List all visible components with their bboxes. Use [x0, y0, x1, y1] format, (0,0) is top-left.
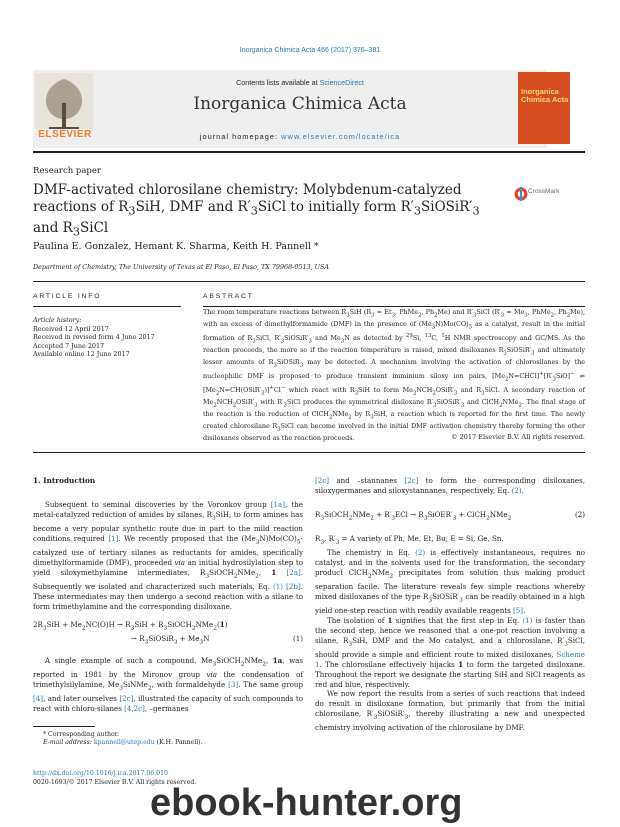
footnote-rule — [33, 726, 95, 727]
intro-paragraph-3: The chemistry in Eq. (2) is effectively instantaneous, requires no catalyst, and in the solvents used for the transformation, the secondary product ClCH$_2$NMe$_2$ precipitates from solution thus making product separation facile. The literature reveals few simple reactions whereby mixed disiloxanes of the type $R_3SiOSiR'_3$ can be readily obtained in a high yield one-step reaction with readily available reagents [5]. — [315, 548, 585, 616]
journal-title: Inorganica Chimica Acta — [193, 94, 407, 114]
abstract-heading: ABSTRACT — [203, 293, 254, 300]
journal-cover-title: Inorganica Chimica Acta — [521, 87, 569, 104]
intro-paragraph-5: We now report the results from a series of such reactions that indeed do result in disiloxane formation, but primarily that from the initial chlorosilane, $R'_3SiOSiR'_3$, thereby illustrating a new and unexpected chemistry involving activation of the chlorosilane by DMF. — [315, 689, 585, 733]
history-received: Received 12 April 2017 — [33, 324, 109, 333]
abstract-text: The room temperature reactions between $R_3SiH$ ($R_3 = Et_3$, PhMe$_2$, $Ph_2Me$) and $R'_3SiCl$ ($R'_3 = Me_3$, PhMe$_2$, $Ph_2Me$), with an excess of dimethylformamide (DMF) in the presence of $(Me_3N)Mo(CO)_5$ as a catalyst, result in the initial formation of $R_3SiCl$, $R'_3SiOSiR'_3$ and $Me_3N$ as detected by $^{29}$Si, $^{13}$C, $^1$H NMR spectroscopy and GC/MS. As the reaction proceeds, the more so if the reaction temperature is raised, mixed disiloxanes $R_3SiOSiR'_3$ and ultimately lesser amounts of $R_3SiOSiR_3$ may be detected. A mechanism involving the activation of chlorosilanes by the nucleophilic DMF is proposed to produce transient imminium siloxy ion pairs, $[Me_2N=CHCl]^+[R'_3SiO]^-$ ⇌ $[Me_2N=CH(OSiR'_3)]^+Cl^-$ which react with $R_3SiH$ to form $Me_2NCH_2OSiR'_3$ and $R_3SiCl$. A secondary reaction of $Me_2NCH_2OSiR'_3$ with $R'_3SiCl$ produces the symmetrical disiloxane $R'_3SiOSiR'_3$ and ClCH$_2$NMe$_2$. The final stage of the reaction is the reduction of ClCH$_2$NMe$_2$ by $R_3SiH$, a reaction which is reported for the first time. The newly created chlorosilane $R_3SiCl$ can become involved in the initial DMF activation chemistry thereby forming the other disiloxanes observed as the reaction proceeds. — [203, 308, 586, 442]
article-history — [33, 316, 181, 359]
body-rule — [33, 452, 585, 453]
article-type: Research paper — [33, 166, 101, 176]
issn-copyright: 0020-1693/© 2017 Elsevier B.V. All rights reserved. — [33, 779, 197, 786]
history-online: Available online 12 June 2017 — [33, 350, 130, 359]
header-rule — [33, 151, 585, 153]
author-list: Paulina E. Gonzalez, Hemant K. Sharma, Keith H. Pannell * — [33, 241, 319, 252]
intro-paragraph-2: A single example of such a compound, $Me_3SiOCH_2NMe_2$, 1a, was reported in 1981 by the Mironov group via the condensation of trimethylsilylamine, $Me_3SiNMe_2$, with formaldehyde [3]. The same group [4], and later ourselves [2c], illustrated the capacity of such compounds to react with chloro-silanes [4,2c], –germanes — [33, 656, 304, 714]
article-info-heading: ARTICLE INFO — [33, 293, 102, 300]
elsevier-wordmark: ELSEVIER — [38, 129, 92, 140]
contents-available — [100, 78, 500, 87]
equation-2 — [315, 510, 585, 524]
abstract-copyright: © 2017 Elsevier B.V. All rights reserved. — [451, 433, 585, 441]
watermark-text: ebook-hunter.org — [150, 782, 463, 824]
equation-2-expression: $R_3SiOCH_2NMe_2 + R'_3ECl$ → $R_3SiOER'_3$ + ClCH$_2$NMe$_2$ — [315, 509, 512, 522]
sciencedirect-link[interactable]: ScienceDirect — [319, 78, 364, 87]
crossmark-label[interactable]: CrossMark — [528, 188, 560, 195]
journal-citation-link[interactable]: Inorganica Chimica Acta 466 (2017) 376–381 — [239, 47, 381, 54]
article-title: DMF-activated chlorosilane chemistry: Molybdenum-catalyzed reactions of $R_3SiH$, DMF and $R'_3SiCl$ to initially form $R'_3SiOSiR'_3$ and $R_3SiCl$ — [33, 182, 480, 239]
doi-link[interactable]: http://dx.doi.org/10.1016/j.ica.2017.06.010 — [33, 770, 168, 777]
history-revised: Received in revised form 4 June 2017 — [33, 333, 155, 342]
author-affiliation: Department of Chemistry, The University of Texas at El Paso, El Paso, TX 79968-0513, USA — [33, 263, 330, 271]
intro-heading: 1. Introduction — [33, 476, 96, 485]
intro-paragraph-2-cont: [2c] and –stannanes [2c] to form the corresponding disiloxanes, siloxygermanes and siloxystannanes, respectively, Eq. (2). — [315, 476, 585, 495]
email-link[interactable]: kpannell@utep.edu — [93, 739, 155, 747]
journal-homepage — [100, 132, 500, 141]
equation-2-number: (2) — [574, 509, 585, 519]
equation-1-number: (1) — [292, 633, 303, 643]
email-label: E-mail address: — [43, 739, 92, 747]
email-suffix: (K.H. Pannell). — [156, 739, 203, 747]
equation-1 — [33, 620, 303, 649]
body-left-column — [33, 476, 303, 714]
equation-1-product: → $R_3SiOSiR_3 + Me_3N$ — [131, 633, 210, 646]
corresponding-author-footnote — [33, 731, 303, 748]
article-info-rule — [33, 306, 181, 307]
abstract-rule — [203, 306, 585, 307]
intro-paragraph-1: Subsequent to seminal discoveries by the Voronkov group [1a], the metal-catalyzed reduction of amides by silanes, $R_3SiH$, to form amines has become a very popular synthetic route due in part to the mild reaction conditions required [1]. We recently proposed that the $(Me_3N)Mo(CO)_5$-catalyzed use of tertiary silanes as reductants for amides, specifically dimethylformamide (DMF), proceeded via an initial hydrosilylation step to yield siloxymethylamine intermediates, $R_3SiOCH_2NMe_2$, 1 [2a]. Subsequently we isolated and characterized such materials, Eq. (1) [2b]. These intermediates may then undergo a second reaction with a silane to form trimethylamine and the corresponding disiloxane. — [33, 499, 304, 611]
intro-paragraph-4: The isolation of 1 signifies that the first step in Eq. (1) is faster than the second step, hence we reasoned that a one-pot reaction involving a silane, $R_3SiH$, DMF and the Mo catalyst, and a chlorosilane, $R'_3SiCl$, should provide a simple and efficient route to mixed disiloxanes, Scheme 1. The chlorosilane effectively hijacks 1 to form the targeted disiloxane. Throughout the report we designate the starting SiH and SiCl reagents as red and blue, respectively. — [315, 616, 586, 689]
equation-2-note: $R_3$, $R'_3 = A$ variety of Ph, Me, Et, Bu; E = Si, Ge, Sn. — [315, 533, 504, 546]
history-accepted: Accepted 7 June 2017 — [33, 341, 105, 350]
history-label: Article history: — [33, 316, 82, 324]
contents-prefix: Contents lists available at — [236, 78, 318, 87]
body-right-column — [315, 476, 585, 733]
equation-1-line-2 — [33, 634, 303, 648]
homepage-prefix: journal homepage: — [199, 132, 279, 141]
corresponding-label: * Corresponding author. — [43, 731, 119, 738]
section-rule — [33, 281, 585, 282]
homepage-url-link[interactable]: www.elsevier.com/locate/ica — [281, 132, 401, 141]
equation-1-line-1: $2R_3SiH + Me_2NC(O)H \to R_3SiH$ + $R_3SiOCH_2NMe_2(1)$ — [33, 619, 228, 631]
crossmark-icon[interactable] — [514, 187, 528, 201]
journal-cover-thumbnail — [518, 72, 570, 144]
